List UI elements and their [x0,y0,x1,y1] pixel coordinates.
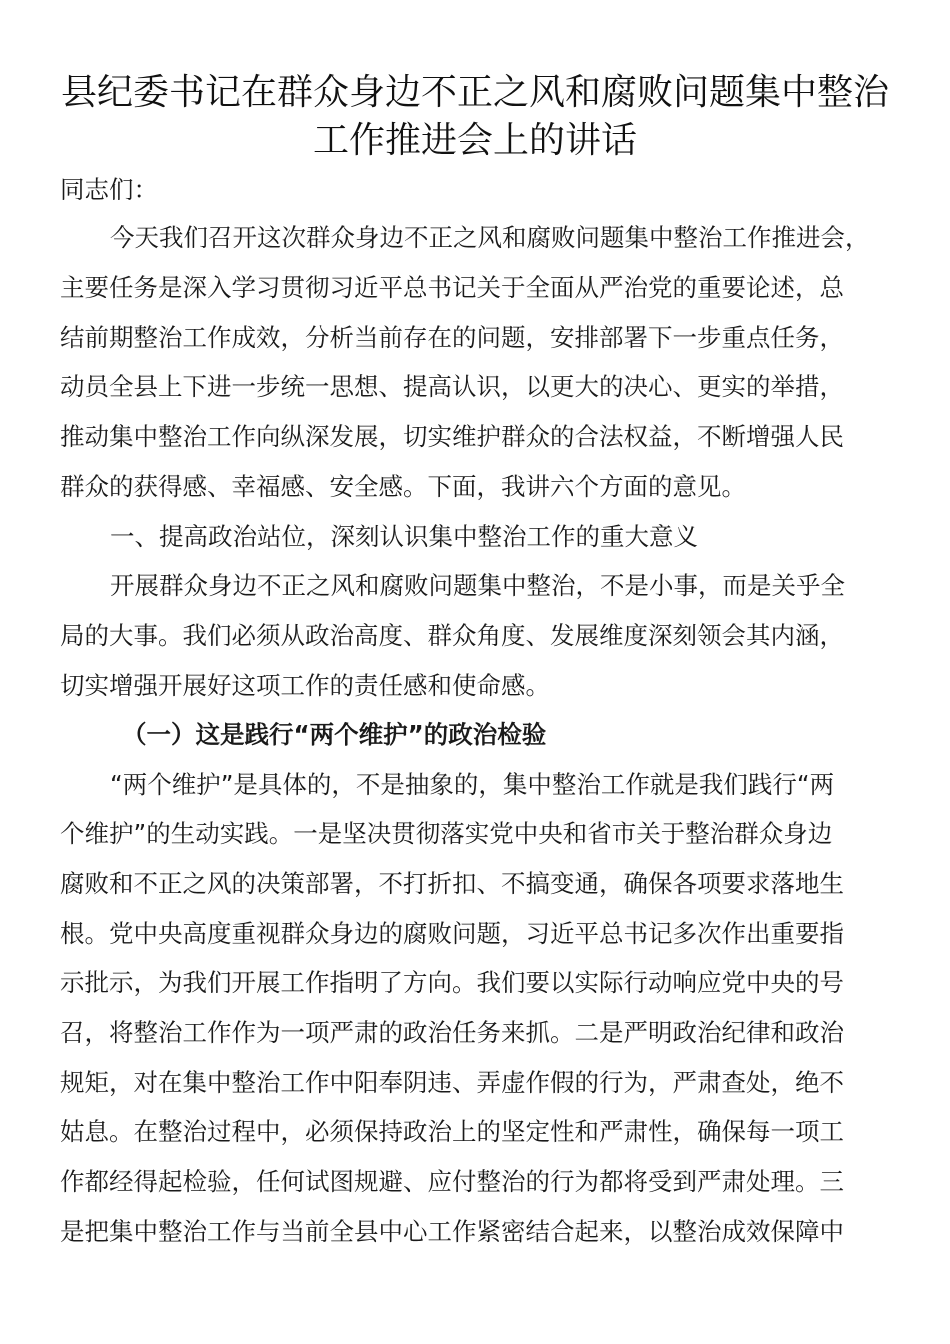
text-line: 主要任务是深入学习贯彻习近平总书记关于全面从严治党的重要论述，总 [60,273,844,302]
text-line: 局的大事。我们必须从政治高度、群众角度、发展维度深刻领会其内涵， [60,621,844,650]
document-title-line-1: 县纪委书记在群众身边不正之风和腐败问题集中整治 [60,72,889,113]
text-line: 作都经得起检验，任何试图规避、应付整治的行为都将受到严肃处理。三 [60,1167,844,1196]
text-line: 开展群众身边不正之风和腐败问题集中整治，不是小事，而是关乎全 [110,571,845,600]
text-line: “两个维护”是具体的，不是抽象的，集中整治工作就是我们践行“两 [110,770,835,799]
document-title-line-2: 工作推进会上的讲话 [312,120,637,161]
text-line: 结前期整治工作成效，分析当前存在的问题，安排部署下一步重点任务， [60,323,844,352]
text-line: 群众的获得感、幸福感、安全感。下面，我讲六个方面的意见。 [60,472,746,501]
text-line: 根。党中央高度重视群众身边的腐败问题，习近平总书记多次作出重要指 [60,919,844,948]
text-line: 是把集中整治工作与当前全县中心工作紧密结合起来，以整治成效保障中 [60,1217,844,1246]
text-line: 推动集中整治工作向纵深发展，切实维护群众的合法权益，不断增强人民 [60,422,844,451]
text-line: 个维护”的生动实践。一是坚决贯彻落实党中央和省市关于整治群众身边 [60,819,833,848]
text-line: 腐败和不正之风的决策部署，不打折扣、不搞变通，确保各项要求落地生 [60,869,844,898]
salutation: 同志们： [60,175,158,204]
section-heading-1: 一、提高政治站位，深刻认识集中整治工作的重大意义 [110,522,698,551]
text-line: 规矩，对在集中整治工作中阳奉阴违、弄虚作假的行为，严肃查处，绝不 [60,1068,844,1097]
text-line: 召，将整治工作作为一项严肃的政治任务来抓。二是严明政治纪律和政治 [60,1018,844,1047]
text-line: 切实增强开展好这项工作的责任感和使命感。 [60,671,550,700]
subsection-heading-1: （一）这是践行“两个维护”的政治检验 [122,720,547,749]
text-line: 动员全县上下进一步统一思想、提高认识，以更大的决心、更实的举措， [60,372,844,401]
text-line: 示批示，为我们开展工作指明了方向。我们要以实际行动响应党中央的号 [60,968,844,997]
text-line: 今天我们召开这次群众身边不正之风和腐败问题集中整治工作推进会， [110,223,870,252]
text-line: 姑息。在整治过程中，必须保持政治上的坚定性和严肃性，确保每一项工 [60,1117,844,1146]
